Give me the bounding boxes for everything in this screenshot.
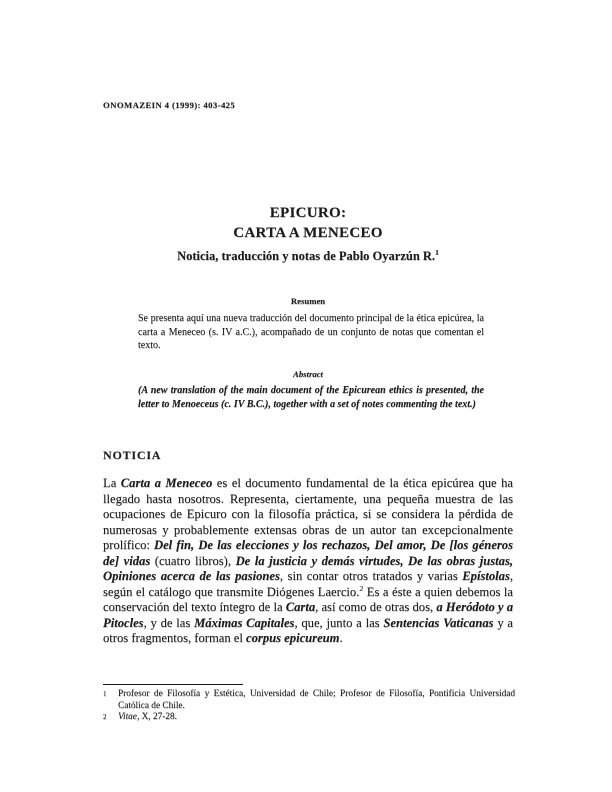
footnote-marker: 1: [103, 690, 107, 698]
text-segment: .: [339, 631, 343, 645]
footnotes-list: [103, 689, 515, 724]
text-segment: La: [103, 476, 121, 490]
footnote-text: [118, 689, 515, 711]
title-line-1: EPICURO:: [269, 205, 347, 221]
text-segment: , sin contar otros tratados y varias: [279, 569, 463, 583]
resumen-text: Se presenta aquí una nueva traducción del documento principal de la ética epicúrea, la carta a Meneceo (s. IV a.C.), acompañado de un conjunto de notas que comentan el texto.: [138, 313, 484, 352]
footnote-marker: 2: [103, 713, 107, 722]
text-segment: corpus epicureum: [246, 631, 340, 645]
footnote-text: [118, 712, 177, 722]
section-heading-noticia: NOTICIA: [103, 448, 162, 462]
text-segment: , que, junto a las: [294, 615, 384, 630]
resumen-label: Resumen: [290, 296, 326, 306]
title-line-2: CARTA A MENECEO: [233, 225, 383, 241]
footnote-separator: [103, 684, 243, 685]
text-segment: Del fin, De las elecciones y los rechazos, Del amor, De [los géneros de] vidas: [103, 538, 514, 568]
text-segment: , y de las: [143, 615, 195, 630]
text-segment: y a otros fragmentos, forman el: [103, 615, 514, 645]
text-segment: Es a éste a quien debemos la conservación del texto íntegro de la: [103, 584, 513, 614]
text-segment: , según el catálogo que transmite Diógenes Laercio.: [103, 569, 513, 599]
text-segment: 1: [435, 247, 439, 257]
text-segment: 2: [359, 583, 364, 593]
footnote-item: [103, 689, 515, 712]
text-segment: De la justicia y demás virtudes, De las obras justas, Opiniones acerca de las pasiones: [103, 553, 514, 583]
journal-header: ONOMAZEIN 4 (1999): 403-425: [103, 100, 236, 110]
text-segment: a Heródoto y a Pitocles: [103, 600, 513, 630]
abstract-label: Abstract: [293, 369, 323, 379]
text-segment: (cuatro libros),: [150, 553, 236, 568]
text-segment: Carta: [285, 600, 316, 614]
byline: [103, 249, 513, 264]
text-segment: Carta a Meneceo: [120, 476, 213, 490]
article-title: [103, 203, 513, 243]
footnote-item: [103, 712, 515, 724]
text-segment: , así como de otras dos,: [315, 600, 437, 614]
text-segment: Vitae: [118, 712, 137, 723]
text-segment: Noticia, traducción y notas de Pablo Oyarzún R.: [177, 249, 436, 263]
text-segment: Sentencias Vaticanas: [383, 615, 494, 630]
body-paragraph: [103, 476, 513, 647]
text-segment: Epístolas: [462, 569, 510, 583]
text-segment: , X, 27-28.: [136, 712, 177, 723]
text-segment: es el documento fundamental de la ética epicúrea que ha llegado hasta nosotros. Representa, ciertamente, una pequeña muestra de las ocupaciones de Epicuro con la filosofía práctica, si se considera la pérdida de numerosas y probablemente extensas obras de un autor tan excepcionalmente prolífico:: [103, 476, 513, 552]
text-segment: Profesor de Filosofía y Estética, Universidad de Chile; Profesor de Filosofía, Pontificia Universidad Católica de Chile.: [118, 689, 515, 711]
text-segment: Máximas Capitales: [194, 615, 295, 630]
abstract-text: (A new translation of the main document of the Epicurean ethics is presented, the letter to Menoeceus (c. IV B.C.), together with a set of notes commenting the text.): [138, 385, 484, 410]
